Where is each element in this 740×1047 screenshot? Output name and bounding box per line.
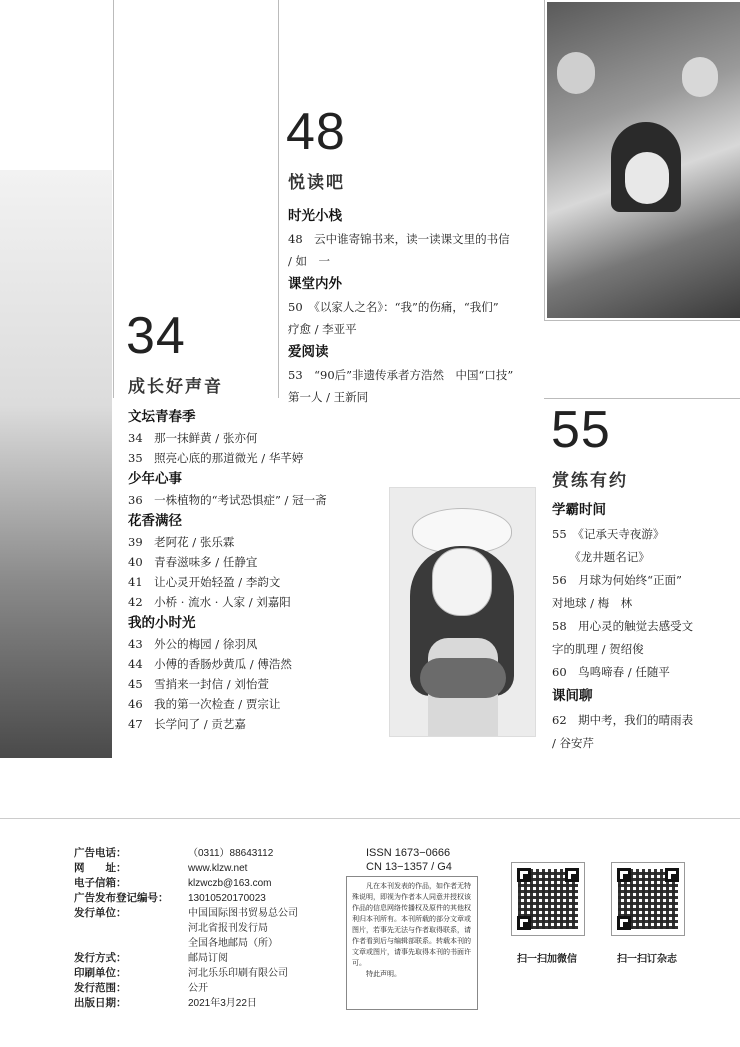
footer-divider: [0, 818, 740, 819]
toc-entry[interactable]: 60 鸟鸣啼春 / 任随平: [552, 665, 670, 679]
column-heading: 学霸时间: [552, 502, 606, 518]
toc-entry[interactable]: 第一人 / 王新同: [288, 390, 369, 404]
toc-entry[interactable]: 疗愈 / 李亚平: [288, 322, 357, 336]
toc-entry[interactable]: 45 雪捎来一封信 / 刘怡萱: [128, 677, 269, 691]
toc-entry[interactable]: 《龙井题名记》: [552, 550, 650, 564]
wechat-qr-code[interactable]: [511, 862, 585, 936]
cn-number: CN 13−1357 / G4: [366, 861, 452, 873]
divider-s55: [544, 398, 740, 399]
masthead-value: 中国国际图书贸易总公司: [188, 908, 298, 919]
cover-photo: [547, 2, 740, 318]
toc-entry[interactable]: 39 老阿花 / 张乐霖: [128, 535, 235, 549]
toc-entry[interactable]: 43 外公的梅园 / 徐羽凤: [128, 637, 258, 651]
toc-entry[interactable]: 56 月球为何始终“正面”: [552, 573, 682, 587]
toc-column-34: [128, 406, 378, 734]
toc-entry[interactable]: 55 《记承天寺夜游》: [552, 527, 665, 541]
toc-entry[interactable]: 41 让心灵开始轻盈 / 李韵文: [128, 575, 281, 589]
masthead-row: [74, 891, 344, 906]
masthead-label: [74, 921, 188, 936]
divider-right: [544, 0, 545, 320]
column-heading: 花香满径: [128, 513, 182, 529]
section-title-55: 赏练有约: [552, 471, 628, 491]
divider-mid: [278, 0, 279, 398]
masthead-label: 电子信箱：: [74, 877, 127, 889]
masthead-label: [74, 936, 188, 951]
divider-left: [113, 0, 114, 398]
toc-entry[interactable]: 44 小傅的香肠炒黄瓜 / 傅浩然: [128, 657, 292, 671]
column-heading: 爱阅读: [288, 344, 329, 360]
toc-entry[interactable]: 36 一株植物的“考试恐惧症” / 冠一斋: [128, 493, 327, 507]
section-title-48: 悦读吧: [288, 173, 345, 193]
column-heading: 课堂内外: [288, 276, 342, 292]
masthead-label: 出版日期：: [74, 997, 127, 1009]
masthead-value: 全国各地邮局（所）: [188, 938, 278, 949]
masthead-value: klzwczb@163.com: [188, 878, 272, 889]
toc-entry[interactable]: 46 我的第一次检查 / 贾宗让: [128, 697, 281, 711]
masthead-value: 13010520170023: [188, 893, 266, 904]
column-heading: 时光小栈: [288, 208, 342, 224]
toc-column-48: [288, 204, 538, 408]
subscribe-qr-code[interactable]: [611, 862, 685, 936]
toc-entry[interactable]: 对地球 / 梅 林: [552, 596, 633, 610]
toc-column-55: [552, 498, 738, 755]
divider-photo-bottom: [544, 320, 740, 321]
toc-entry[interactable]: 34 那一抹鲜黄 / 张亦何: [128, 431, 258, 445]
copyright-notice: 凡在本刊发表的作品，如作者无特殊说明，即视为作者本人同意并授权该作品的信息网络传播权及原件的其他权利归本刊所有。本刊所载的部分文章或图片，若事先无法与作者取得联系，请作者看到后与编辑部联系。转载本刊的文章或图片，请事先取得本刊的书面许可。: [352, 882, 471, 967]
toc-entry[interactable]: 字的肌理 / 贺绍俊: [552, 642, 644, 656]
masthead-value: 邮局订阅: [188, 953, 228, 964]
column-heading: 文坛青春季: [128, 409, 196, 425]
toc-entry[interactable]: / 如 一: [288, 254, 331, 268]
masthead-row: [74, 966, 344, 981]
masthead-value: 公开: [188, 983, 208, 994]
masthead-row: [74, 876, 344, 891]
column-heading: 课间聊: [552, 688, 593, 704]
masthead-label: 广告电话：: [74, 847, 127, 859]
masthead-value: 河北省报刊发行局: [188, 923, 268, 934]
masthead-info: [74, 846, 344, 1011]
toc-entry[interactable]: / 谷安芹: [552, 736, 595, 750]
copyright-notice-end: 特此声明。: [366, 970, 401, 978]
masthead-row: [74, 996, 344, 1011]
subscribe-qr-caption: 扫一扫订杂志: [617, 954, 677, 965]
issn: ISSN 1673−0666: [366, 847, 451, 859]
toc-entry[interactable]: 53 “90后”非遗传承者方浩然 中国“口技”: [288, 368, 514, 382]
masthead-row: [74, 846, 344, 861]
masthead-label: 发行单位：: [74, 907, 127, 919]
masthead-label: 发行方式：: [74, 952, 127, 964]
girl-illustration: [389, 487, 536, 737]
toc-entry[interactable]: 62 期中考，我们的晴雨表: [552, 713, 694, 727]
masthead-value: （0311）88643112: [188, 848, 274, 859]
masthead-row: [74, 951, 344, 966]
column-heading: 少年心事: [128, 471, 182, 487]
toc-entry[interactable]: 47 长学问了 / 贡艺嘉: [128, 717, 246, 731]
masthead-label: 广告发布登记编号：: [74, 892, 169, 904]
masthead-row: [74, 861, 344, 876]
masthead-label: 印刷单位：: [74, 967, 127, 979]
copyright-notice-box: [346, 876, 478, 1010]
toc-entry[interactable]: 58 用心灵的触觉去感受文: [552, 619, 694, 633]
toc-entry[interactable]: 48 云中谁寄锦书来，读一读课文里的书信: [288, 232, 510, 246]
masthead-row: [74, 936, 344, 951]
masthead-value: 河北乐乐印刷有限公司: [188, 968, 288, 979]
masthead-row: [74, 981, 344, 996]
toc-entry[interactable]: 40 青春滋味多 / 任静宜: [128, 555, 258, 569]
section-number-55: 55: [551, 401, 611, 459]
section-number-48: 48: [286, 103, 346, 161]
masthead-label: 发行范围：: [74, 982, 127, 994]
masthead-value: 2021年3月22日: [188, 998, 257, 1009]
masthead-row: [74, 906, 344, 921]
wechat-qr-caption: 扫一扫加微信: [517, 954, 577, 965]
masthead-row: [74, 921, 344, 936]
decorative-photo-left: [0, 170, 112, 758]
masthead-value: www.klzw.net: [188, 863, 248, 874]
toc-entry[interactable]: 50 《以家人之名》：“我”的伤痛，“我们”: [288, 300, 499, 314]
toc-entry[interactable]: 42 小桥 · 流水 · 人家 / 刘嘉阳: [128, 595, 291, 609]
section-number-34: 34: [126, 307, 186, 365]
masthead-label: 网 址：: [74, 862, 127, 874]
column-heading: 我的小时光: [128, 615, 196, 631]
toc-entry[interactable]: 35 照亮心底的那道微光 / 华芊婷: [128, 451, 304, 465]
section-title-34: 成长好声音: [128, 377, 223, 397]
